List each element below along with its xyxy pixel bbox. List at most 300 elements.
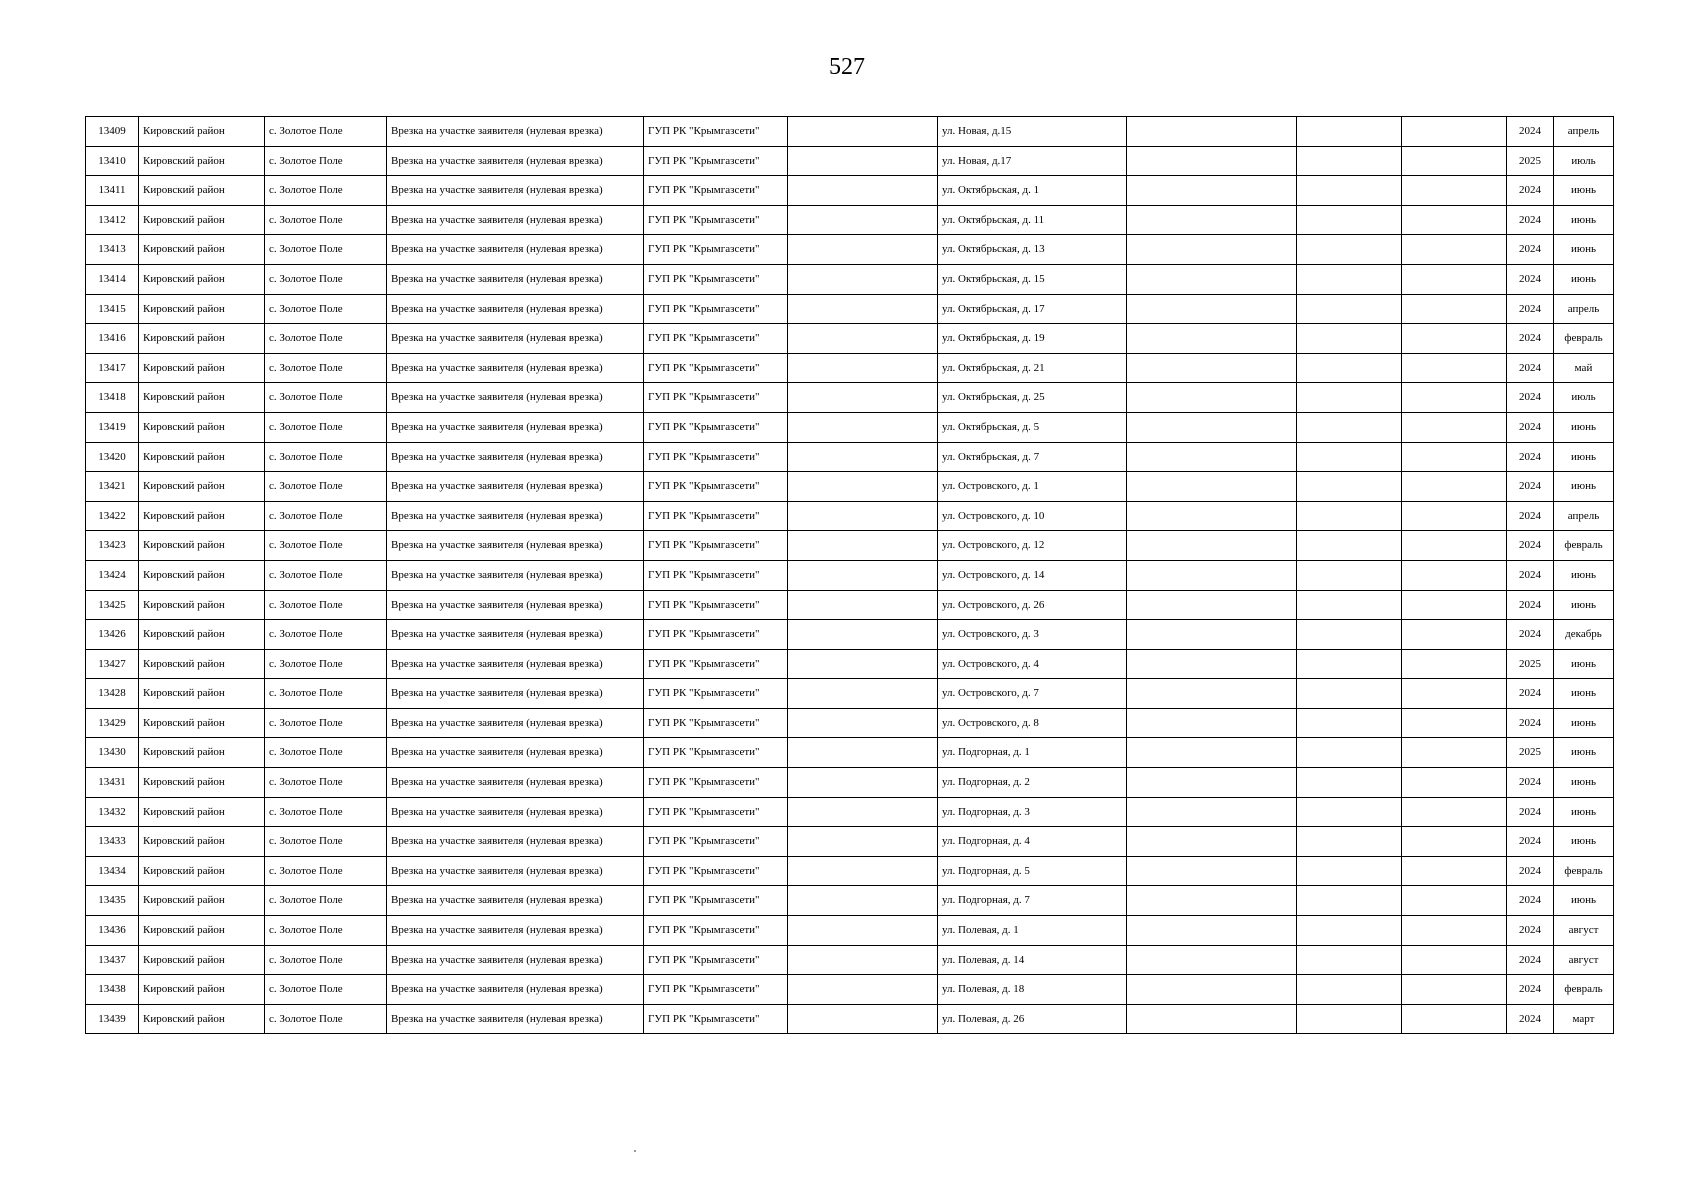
- organization-cell-text: ГУП РК "Крымгазсети": [648, 272, 760, 285]
- village-cell-text: с. Золотое Поле: [269, 687, 343, 700]
- organization-cell: [644, 472, 788, 502]
- organization-cell-text: ГУП РК "Крымгазсети": [648, 480, 760, 493]
- empty-cell: [1127, 856, 1297, 886]
- month-cell-text: июнь: [1570, 272, 1596, 285]
- work-type-cell-text: Врезка на участке заявителя (нулевая врезка): [391, 598, 603, 611]
- district-cell: [139, 708, 265, 738]
- year-cell-text: 2024: [1519, 272, 1541, 285]
- year-cell: [1507, 383, 1554, 413]
- address-cell: [938, 324, 1127, 354]
- empty-cell: [1127, 442, 1297, 472]
- village-cell-text: с. Золотое Поле: [269, 539, 343, 552]
- year-cell-text: 2024: [1519, 983, 1541, 996]
- empty-cell: [788, 945, 938, 975]
- empty-cell: [1402, 886, 1507, 916]
- month-cell: [1554, 324, 1614, 354]
- year-cell: [1507, 679, 1554, 709]
- empty-cell: [1127, 679, 1297, 709]
- month-cell: [1554, 945, 1614, 975]
- year-cell: [1507, 738, 1554, 768]
- empty-cell: [1402, 235, 1507, 265]
- organization-cell-text: ГУП РК "Крымгазсети": [648, 776, 760, 789]
- row-number-cell: [86, 205, 139, 235]
- address-cell: [938, 768, 1127, 798]
- empty-cell: [788, 916, 938, 946]
- row-number-cell: [86, 738, 139, 768]
- empty-cell: [1402, 531, 1507, 561]
- address-cell: [938, 886, 1127, 916]
- row-number-cell: [86, 768, 139, 798]
- work-type-cell: [387, 472, 644, 502]
- organization-cell: [644, 649, 788, 679]
- table-row: [86, 501, 1614, 531]
- work-type-cell: [387, 117, 644, 147]
- empty-cell: [788, 442, 938, 472]
- year-cell-text: 2024: [1519, 509, 1541, 522]
- row-number-cell: [86, 886, 139, 916]
- empty-cell: [788, 1004, 938, 1034]
- empty-cell: [1402, 679, 1507, 709]
- address-cell: [938, 472, 1127, 502]
- month-cell-text: июнь: [1570, 805, 1596, 818]
- district-cell-text: Кировский район: [143, 657, 225, 670]
- district-cell-text: Кировский район: [143, 272, 225, 285]
- organization-cell: [644, 412, 788, 442]
- district-cell: [139, 412, 265, 442]
- district-cell: [139, 856, 265, 886]
- year-cell-text: 2024: [1519, 450, 1541, 463]
- year-cell: [1507, 531, 1554, 561]
- work-type-cell: [387, 708, 644, 738]
- month-cell: [1554, 442, 1614, 472]
- work-type-cell: [387, 590, 644, 620]
- district-cell-text: Кировский район: [143, 539, 225, 552]
- organization-cell-text: ГУП РК "Крымгазсети": [648, 450, 760, 463]
- address-cell: [938, 264, 1127, 294]
- month-cell-text: июнь: [1570, 746, 1596, 759]
- row-number-cell: [86, 827, 139, 857]
- page-number: 527: [829, 54, 865, 80]
- work-type-cell: [387, 916, 644, 946]
- row-number-cell-text: 13417: [98, 361, 126, 374]
- district-cell-text: Кировский район: [143, 924, 225, 937]
- month-cell-text: июнь: [1570, 687, 1596, 700]
- organization-cell: [644, 856, 788, 886]
- address-cell: [938, 620, 1127, 650]
- organization-cell: [644, 916, 788, 946]
- month-cell-text: июнь: [1570, 776, 1596, 789]
- month-cell-text: июнь: [1570, 213, 1596, 226]
- district-cell-text: Кировский район: [143, 864, 225, 877]
- month-cell-text: июнь: [1570, 598, 1596, 611]
- empty-cell: [788, 768, 938, 798]
- organization-cell: [644, 235, 788, 265]
- district-cell-text: Кировский район: [143, 391, 225, 404]
- organization-cell-text: ГУП РК "Крымгазсети": [648, 835, 760, 848]
- month-cell-text: апрель: [1567, 509, 1600, 522]
- address-cell: [938, 679, 1127, 709]
- row-number-cell: [86, 590, 139, 620]
- empty-cell: [1127, 590, 1297, 620]
- work-type-cell: [387, 205, 644, 235]
- month-cell: [1554, 1004, 1614, 1034]
- row-number-cell-text: 13429: [98, 716, 126, 729]
- row-number-cell-text: 13432: [98, 805, 126, 818]
- village-cell-text: с. Золотое Поле: [269, 983, 343, 996]
- month-cell: [1554, 117, 1614, 147]
- work-type-cell-text: Врезка на участке заявителя (нулевая врезка): [391, 480, 603, 493]
- year-cell: [1507, 176, 1554, 206]
- address-cell-text: ул. Подгорная, д. 2: [942, 776, 1030, 789]
- work-type-cell-text: Врезка на участке заявителя (нулевая врезка): [391, 539, 603, 552]
- empty-cell: [1297, 176, 1402, 206]
- district-cell: [139, 945, 265, 975]
- empty-cell: [1127, 264, 1297, 294]
- district-cell-text: Кировский район: [143, 1012, 225, 1025]
- work-type-cell: [387, 975, 644, 1005]
- year-cell: [1507, 708, 1554, 738]
- table-row: [86, 353, 1614, 383]
- year-cell: [1507, 117, 1554, 147]
- registry-body: [86, 117, 1614, 1034]
- empty-cell: [1402, 1004, 1507, 1034]
- village-cell-text: с. Золотое Поле: [269, 184, 343, 197]
- month-cell: [1554, 590, 1614, 620]
- year-cell: [1507, 768, 1554, 798]
- month-cell: [1554, 383, 1614, 413]
- year-cell-text: 2024: [1519, 776, 1541, 789]
- district-cell: [139, 797, 265, 827]
- work-type-cell-text: Врезка на участке заявителя (нулевая врезка): [391, 243, 603, 256]
- organization-cell-text: ГУП РК "Крымгазсети": [648, 420, 760, 433]
- empty-cell: [1297, 294, 1402, 324]
- district-cell: [139, 916, 265, 946]
- village-cell: [265, 620, 387, 650]
- organization-cell-text: ГУП РК "Крымгазсети": [648, 184, 760, 197]
- work-type-cell-text: Врезка на участке заявителя (нулевая врезка): [391, 924, 603, 937]
- address-cell-text: ул. Октябрьская, д. 15: [942, 272, 1045, 285]
- district-cell: [139, 590, 265, 620]
- district-cell-text: Кировский район: [143, 420, 225, 433]
- organization-cell-text: ГУП РК "Крымгазсети": [648, 391, 760, 404]
- row-number-cell-text: 13424: [98, 568, 126, 581]
- village-cell: [265, 501, 387, 531]
- address-cell: [938, 590, 1127, 620]
- table-row: [86, 264, 1614, 294]
- empty-cell: [788, 146, 938, 176]
- village-cell: [265, 383, 387, 413]
- address-cell-text: ул. Октябрьская, д. 11: [942, 213, 1045, 226]
- work-type-cell: [387, 620, 644, 650]
- empty-cell: [1402, 294, 1507, 324]
- row-number-cell: [86, 679, 139, 709]
- empty-cell: [1402, 117, 1507, 147]
- district-cell-text: Кировский район: [143, 983, 225, 996]
- month-cell: [1554, 916, 1614, 946]
- year-cell: [1507, 620, 1554, 650]
- table-row: [86, 176, 1614, 206]
- organization-cell-text: ГУП РК "Крымгазсети": [648, 125, 760, 137]
- address-cell-text: ул. Подгорная, д. 4: [942, 835, 1030, 848]
- empty-cell: [1297, 768, 1402, 798]
- table-row: [86, 590, 1614, 620]
- organization-cell: [644, 353, 788, 383]
- month-cell: [1554, 649, 1614, 679]
- month-cell: [1554, 531, 1614, 561]
- month-cell-text: июнь: [1570, 568, 1596, 581]
- organization-cell: [644, 442, 788, 472]
- year-cell: [1507, 264, 1554, 294]
- empty-cell: [1402, 205, 1507, 235]
- year-cell-text: 2024: [1519, 687, 1541, 700]
- row-number-cell: [86, 501, 139, 531]
- month-cell: [1554, 501, 1614, 531]
- empty-cell: [788, 886, 938, 916]
- empty-cell: [1402, 324, 1507, 354]
- village-cell-text: с. Золотое Поле: [269, 302, 343, 315]
- year-cell: [1507, 886, 1554, 916]
- village-cell-text: с. Золотое Поле: [269, 361, 343, 374]
- village-cell-text: с. Золотое Поле: [269, 450, 343, 463]
- work-type-cell-text: Врезка на участке заявителя (нулевая врезка): [391, 776, 603, 789]
- work-type-cell: [387, 738, 644, 768]
- district-cell-text: Кировский район: [143, 746, 225, 759]
- work-type-cell-text: Врезка на участке заявителя (нулевая врезка): [391, 568, 603, 581]
- year-cell-text: 2024: [1519, 125, 1541, 137]
- district-cell: [139, 205, 265, 235]
- year-cell: [1507, 1004, 1554, 1034]
- year-cell: [1507, 294, 1554, 324]
- address-cell-text: ул. Островского, д. 10: [942, 509, 1045, 522]
- village-cell-text: с. Золотое Поле: [269, 568, 343, 581]
- row-number-cell: [86, 412, 139, 442]
- empty-cell: [1297, 442, 1402, 472]
- empty-cell: [788, 472, 938, 502]
- empty-cell: [788, 856, 938, 886]
- year-cell-text: 2024: [1519, 716, 1541, 729]
- address-cell: [938, 294, 1127, 324]
- table-row: [86, 472, 1614, 502]
- work-type-cell: [387, 560, 644, 590]
- month-cell-text: июль: [1571, 154, 1596, 167]
- organization-cell: [644, 117, 788, 147]
- table-row: [86, 235, 1614, 265]
- district-cell-text: Кировский район: [143, 450, 225, 463]
- row-number-cell: [86, 472, 139, 502]
- empty-cell: [1127, 205, 1297, 235]
- district-cell: [139, 1004, 265, 1034]
- village-cell-text: с. Золотое Поле: [269, 509, 343, 522]
- year-cell-text: 2024: [1519, 539, 1541, 552]
- empty-cell: [788, 117, 938, 147]
- district-cell-text: Кировский район: [143, 509, 225, 522]
- empty-cell: [1402, 146, 1507, 176]
- organization-cell: [644, 560, 788, 590]
- address-cell: [938, 531, 1127, 561]
- month-cell-text: июнь: [1570, 835, 1596, 848]
- month-cell-text: апрель: [1567, 125, 1600, 137]
- empty-cell: [1127, 560, 1297, 590]
- village-cell: [265, 235, 387, 265]
- work-type-cell-text: Врезка на участке заявителя (нулевая врезка): [391, 864, 603, 877]
- table-row: [86, 945, 1614, 975]
- address-cell: [938, 1004, 1127, 1034]
- table-row: [86, 146, 1614, 176]
- work-type-cell-text: Врезка на участке заявителя (нулевая врезка): [391, 213, 603, 226]
- row-number-cell-text: 13415: [98, 302, 126, 315]
- work-type-cell-text: Врезка на участке заявителя (нулевая врезка): [391, 509, 603, 522]
- address-cell: [938, 916, 1127, 946]
- work-type-cell: [387, 797, 644, 827]
- village-cell-text: с. Золотое Поле: [269, 776, 343, 789]
- table-row: [86, 205, 1614, 235]
- year-cell-text: 2024: [1519, 1012, 1541, 1025]
- empty-cell: [1402, 856, 1507, 886]
- year-cell-text: 2024: [1519, 302, 1541, 315]
- empty-cell: [1402, 176, 1507, 206]
- table-row: [86, 531, 1614, 561]
- empty-cell: [1297, 324, 1402, 354]
- month-cell-text: февраль: [1564, 983, 1603, 996]
- empty-cell: [1297, 1004, 1402, 1034]
- organization-cell-text: ГУП РК "Крымгазсети": [648, 746, 760, 759]
- empty-cell: [1127, 1004, 1297, 1034]
- organization-cell-text: ГУП РК "Крымгазсети": [648, 805, 760, 818]
- row-number-cell: [86, 324, 139, 354]
- year-cell-text: 2025: [1519, 154, 1541, 167]
- address-cell: [938, 649, 1127, 679]
- organization-cell: [644, 383, 788, 413]
- year-cell: [1507, 412, 1554, 442]
- district-cell: [139, 827, 265, 857]
- work-type-cell: [387, 294, 644, 324]
- year-cell-text: 2024: [1519, 420, 1541, 433]
- work-type-cell: [387, 886, 644, 916]
- work-type-cell: [387, 531, 644, 561]
- table-row: [86, 383, 1614, 413]
- organization-cell: [644, 264, 788, 294]
- row-number-cell-text: 13427: [98, 657, 126, 670]
- organization-cell-text: ГУП РК "Крымгазсети": [648, 154, 760, 167]
- empty-cell: [788, 531, 938, 561]
- row-number-cell-text: 13409: [98, 125, 126, 137]
- organization-cell: [644, 294, 788, 324]
- empty-cell: [1297, 472, 1402, 502]
- row-number-cell: [86, 235, 139, 265]
- month-cell-text: июнь: [1570, 716, 1596, 729]
- row-number-cell: [86, 1004, 139, 1034]
- work-type-cell-text: Врезка на участке заявителя (нулевая врезка): [391, 391, 603, 404]
- village-cell-text: с. Золотое Поле: [269, 716, 343, 729]
- work-type-cell: [387, 235, 644, 265]
- district-cell-text: Кировский район: [143, 125, 225, 137]
- village-cell-text: с. Золотое Поле: [269, 1012, 343, 1025]
- month-cell-text: март: [1572, 1012, 1595, 1025]
- address-cell: [938, 501, 1127, 531]
- month-cell: [1554, 797, 1614, 827]
- address-cell-text: ул. Октябрьская, д. 17: [942, 302, 1045, 315]
- district-cell: [139, 353, 265, 383]
- empty-cell: [1127, 620, 1297, 650]
- district-cell: [139, 383, 265, 413]
- work-type-cell-text: Врезка на участке заявителя (нулевая врезка): [391, 1012, 603, 1025]
- empty-cell: [1402, 442, 1507, 472]
- table-row: [86, 768, 1614, 798]
- work-type-cell-text: Врезка на участке заявителя (нулевая врезка): [391, 983, 603, 996]
- empty-cell: [1297, 383, 1402, 413]
- address-cell-text: ул. Полевая, д. 18: [942, 983, 1025, 996]
- empty-cell: [1127, 324, 1297, 354]
- work-type-cell-text: Врезка на участке заявителя (нулевая врезка): [391, 125, 603, 137]
- address-cell-text: ул. Октябрьская, д. 1: [942, 184, 1040, 197]
- row-number-cell: [86, 176, 139, 206]
- address-cell: [938, 146, 1127, 176]
- village-cell: [265, 590, 387, 620]
- address-cell-text: ул. Октябрьская, д. 25: [942, 391, 1045, 404]
- scan-artifact: [634, 1150, 636, 1152]
- year-cell: [1507, 501, 1554, 531]
- village-cell: [265, 679, 387, 709]
- empty-cell: [1127, 531, 1297, 561]
- organization-cell: [644, 945, 788, 975]
- empty-cell: [788, 383, 938, 413]
- empty-cell: [1127, 916, 1297, 946]
- empty-cell: [1127, 827, 1297, 857]
- address-cell: [938, 560, 1127, 590]
- year-cell: [1507, 916, 1554, 946]
- empty-cell: [788, 620, 938, 650]
- empty-cell: [1297, 679, 1402, 709]
- village-cell-text: с. Золотое Поле: [269, 420, 343, 433]
- district-cell: [139, 649, 265, 679]
- organization-cell: [644, 886, 788, 916]
- organization-cell-text: ГУП РК "Крымгазсети": [648, 332, 760, 345]
- year-cell: [1507, 560, 1554, 590]
- district-cell-text: Кировский район: [143, 213, 225, 226]
- year-cell: [1507, 146, 1554, 176]
- empty-cell: [1402, 560, 1507, 590]
- work-type-cell-text: Врезка на участке заявителя (нулевая врезка): [391, 894, 603, 907]
- empty-cell: [1402, 501, 1507, 531]
- empty-cell: [1127, 886, 1297, 916]
- row-number-cell-text: 13420: [98, 450, 126, 463]
- organization-cell-text: ГУП РК "Крымгазсети": [648, 539, 760, 552]
- district-cell: [139, 886, 265, 916]
- row-number-cell-text: 13425: [98, 598, 126, 611]
- year-cell-text: 2024: [1519, 332, 1541, 345]
- village-cell: [265, 1004, 387, 1034]
- row-number-cell: [86, 146, 139, 176]
- district-cell-text: Кировский район: [143, 184, 225, 197]
- empty-cell: [788, 797, 938, 827]
- row-number-cell-text: 13418: [98, 391, 126, 404]
- empty-cell: [1297, 146, 1402, 176]
- village-cell: [265, 738, 387, 768]
- address-cell-text: ул. Подгорная, д. 7: [942, 894, 1030, 907]
- address-cell-text: ул. Полевая, д. 26: [942, 1012, 1025, 1025]
- address-cell-text: ул. Полевая, д. 1: [942, 924, 1019, 937]
- district-cell-text: Кировский район: [143, 805, 225, 818]
- address-cell: [938, 235, 1127, 265]
- year-cell-text: 2024: [1519, 864, 1541, 877]
- work-type-cell-text: Врезка на участке заявителя (нулевая врезка): [391, 716, 603, 729]
- village-cell: [265, 324, 387, 354]
- address-cell: [938, 827, 1127, 857]
- month-cell-text: июнь: [1570, 420, 1596, 433]
- month-cell-text: июнь: [1570, 480, 1596, 493]
- empty-cell: [1297, 827, 1402, 857]
- district-cell: [139, 294, 265, 324]
